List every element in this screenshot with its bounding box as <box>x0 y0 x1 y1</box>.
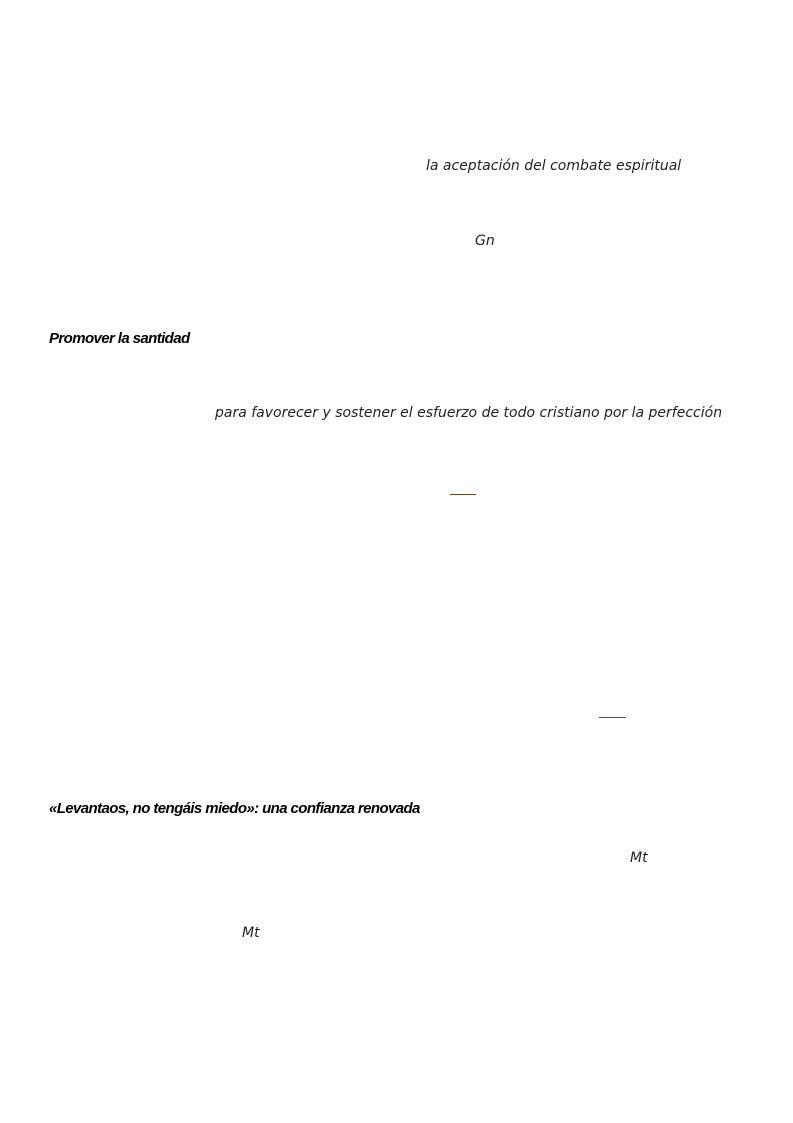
section-heading-santidad: Promover la santidad <box>49 330 190 347</box>
footnote-link-2[interactable] <box>599 717 626 718</box>
section-heading-levantaos: «Levantaos, no tengáis miedo»: una confianza renovada <box>49 800 420 817</box>
text-genesis-reference: Gn <box>475 233 495 249</box>
footnote-link-1[interactable] <box>450 494 476 495</box>
text-combate-espiritual: la aceptación del combate espiritual <box>426 158 682 174</box>
text-mateo-reference-1: Mt <box>630 850 648 866</box>
text-perfeccion: para favorecer y sostener el esfuerzo de todo cristiano por la perfección <box>215 405 723 421</box>
text-mateo-reference-2: Mt <box>242 925 260 941</box>
